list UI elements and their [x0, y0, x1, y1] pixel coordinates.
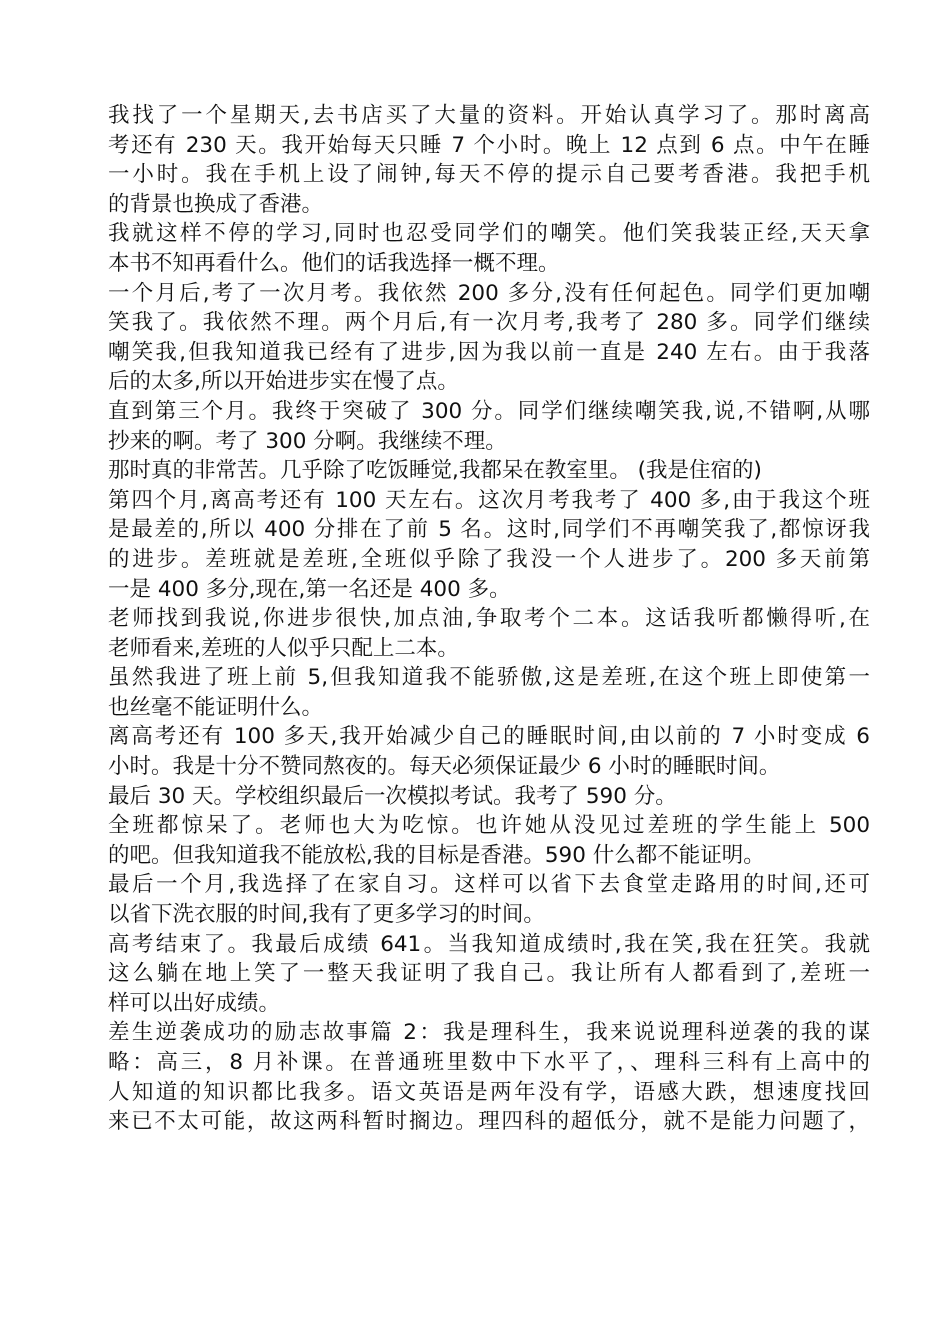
text-line: 那时真的非常苦。几乎除了吃饭睡觉,我都呆在教室里。 (我是住宿的)	[108, 458, 762, 484]
text-line: 差生逆袭成功的励志故事篇 2：我是理科生，我来说说理科逆袭的我的谋	[108, 1020, 870, 1046]
text-line: 全班都惊呆了。老师也大为吃惊。也许她从没见过差班的学生能上 500	[108, 813, 870, 839]
text-line: 最后 30 天。学校组织最后一次模拟考试。我考了 590 分。	[108, 783, 677, 809]
text-line: 老师看来,差班的人似乎只配上二本。	[108, 635, 459, 661]
text-line: 虽然我进了班上前 5,但我知道我不能骄傲,这是差班,在这个班上即使第一	[108, 665, 870, 691]
paragraph-13	[108, 930, 870, 1019]
text-line: 抄来的啊。考了 300 分啊。我继续不理。	[108, 428, 507, 454]
text-line: 一小时。我在手机上设了闹钟,每天不停的提示自己要考香港。我把手机	[108, 162, 870, 188]
text-line: 这么躺在地上笑了一整天我证明了我自己。我让所有人都看到了,差班一	[108, 961, 870, 987]
text-line: 本书不知再看什么。他们的话我选择一概不理。	[108, 250, 560, 276]
text-line: 一是 400 多分,现在,第一名还是 400 多。	[108, 576, 511, 602]
paragraph-1	[108, 101, 870, 219]
paragraph-2	[108, 219, 870, 278]
text-line: 一个月后,考了一次月考。我依然 200 多分,没有任何起色。同学们更加嘲	[108, 280, 870, 306]
document-body	[108, 101, 870, 1137]
paragraph-5	[108, 456, 870, 486]
text-line: 人知道的知识都比我多。语文英语是两年没有学，语感大跌，想速度找回	[108, 1079, 870, 1105]
text-line: 第四个月,离高考还有 100 天左右。这次月考我考了 400 多,由于我这个班	[108, 487, 870, 513]
text-line: 的吧。但我知道我不能放松,我的目标是香港。590 什么都不能证明。	[108, 842, 765, 868]
text-line: 后的太多,所以开始进步实在慢了点。	[108, 369, 459, 395]
text-line: 是最差的,所以 400 分排在了前 5 名。这时,同学们不再嘲笑我了,都惊讶我	[108, 517, 870, 543]
text-line: 我找了一个星期天,去书店买了大量的资料。开始认真学习了。那时离高	[108, 103, 870, 128]
paragraph-9	[108, 722, 870, 781]
text-line: 的背景也换成了香港。	[108, 191, 324, 217]
text-line: 样可以出好成绩。	[108, 990, 281, 1016]
text-line: 高考结束了。我最后成绩 641。当我知道成绩时,我在笑,我在狂笑。我就	[108, 931, 870, 957]
text-line: 也丝毫不能证明什么。	[108, 694, 324, 720]
text-line: 我就这样不停的学习,同时也忍受同学们的嘲笑。他们笑我装正经,天天拿	[108, 221, 870, 247]
text-line: 笑我了。我依然不理。两个月后,有一次月考,我考了 280 多。同学们继续	[108, 310, 870, 336]
text-line: 离高考还有 100 多天,我开始减少自己的睡眠时间,由以前的 7 小时变成 6	[108, 724, 870, 750]
text-line: 老师找到我说,你进步很快,加点油,争取考个二本。这话我听都懒得听,在	[108, 606, 870, 632]
text-line: 以省下洗衣服的时间,我有了更多学习的时间。	[108, 902, 545, 928]
paragraph-7	[108, 604, 870, 663]
text-line: 最后一个月,我选择了在家自习。这样可以省下去食堂走路用的时间,还可	[108, 872, 870, 898]
paragraph-11	[108, 811, 870, 870]
paragraph-6	[108, 486, 870, 604]
text-line: 嘲笑我,但我知道我已经有了进步,因为我以前一直是 240 左右。由于我落	[108, 339, 870, 365]
text-line: 考还有 230 天。我开始每天只睡 7 个小时。晚上 12 点到 6 点。中午在睡	[108, 132, 870, 158]
paragraph-3	[108, 279, 870, 397]
text-line: 的进步。差班就是差班,全班似乎除了我没一个人进步了。200 多天前第	[108, 546, 870, 572]
paragraph-10	[108, 782, 870, 812]
text-line: 略：高三，8 月补课。在普通班里数中下水平了，、理科三科有上高中的	[108, 1050, 870, 1075]
paragraph-12	[108, 870, 870, 929]
text-line: 来已不太可能，故这两科暂时搁边。理四科的超低分，就不是能力问题了，	[108, 1109, 870, 1135]
paragraph-8	[108, 663, 870, 722]
paragraph-4	[108, 397, 870, 456]
text-line: 小时。我是十分不赞同熬夜的。每天必须保证最少 6 小时的睡眠时间。	[108, 754, 781, 780]
paragraph-14	[108, 1018, 870, 1136]
text-line: 直到第三个月。我终于突破了 300 分。同学们继续嘲笑我,说,不错啊,从哪	[108, 398, 870, 424]
